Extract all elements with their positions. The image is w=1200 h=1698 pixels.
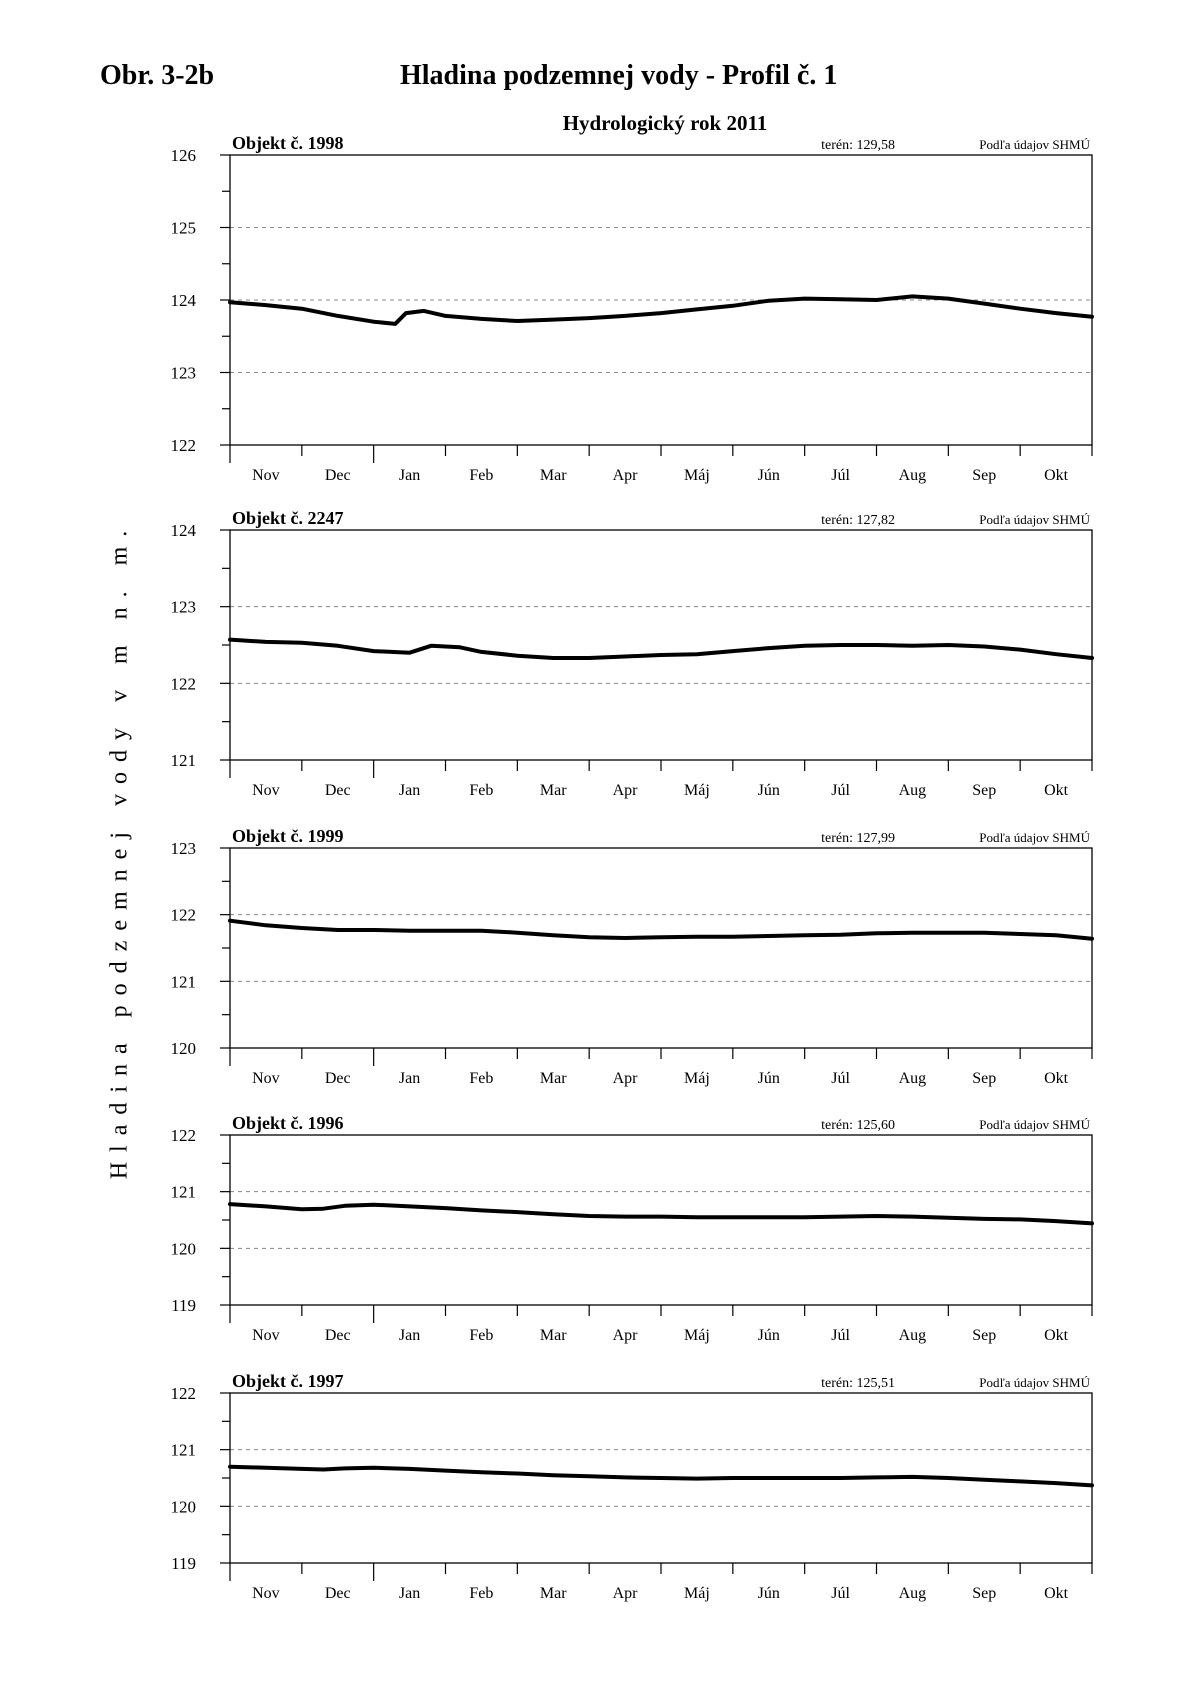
x-tick-label: Jan xyxy=(398,467,421,484)
x-tick-label: Jan xyxy=(398,1585,421,1602)
x-tick-label: Jan xyxy=(398,1327,421,1344)
series-line xyxy=(230,1467,1092,1486)
x-tick-label: Mar xyxy=(539,1327,567,1344)
x-tick-label: Sep xyxy=(972,1327,997,1344)
x-tick-label: Sep xyxy=(972,1585,997,1602)
panel-4 xyxy=(171,1113,1093,1344)
x-tick-label: Jún xyxy=(757,782,780,799)
panel-title: Objekt č. 1997 xyxy=(232,1371,344,1391)
x-tick-label: Mar xyxy=(539,782,567,799)
y-tick-label: 124 xyxy=(170,291,196,310)
x-tick-label: Apr xyxy=(612,782,638,799)
y-tick-label: 121 xyxy=(170,751,196,770)
x-tick-label: Júl xyxy=(831,1585,850,1602)
y-tick-label: 124 xyxy=(170,521,196,540)
series-line xyxy=(230,640,1092,658)
x-tick-label: Okt xyxy=(1044,1327,1069,1344)
x-tick-label: Sep xyxy=(972,467,997,484)
x-tick-label: Sep xyxy=(972,1070,997,1087)
x-tick-label: Jún xyxy=(757,467,780,484)
x-tick-label: Máj xyxy=(684,467,710,484)
figure-label: Obr. 3-2b xyxy=(100,60,215,91)
y-tick-label: 120 xyxy=(170,1239,196,1259)
y-tick-label: 122 xyxy=(170,436,196,455)
x-tick-label: Mar xyxy=(539,1070,567,1087)
y-tick-label: 121 xyxy=(170,1440,196,1460)
x-tick-label: Júl xyxy=(831,1070,850,1087)
x-tick-label: Okt xyxy=(1044,1070,1069,1087)
y-tick-label: 121 xyxy=(170,1182,196,1202)
source-label: Podľa údajov SHMÚ xyxy=(979,830,1090,845)
figure-subtitle: Hydrologický rok 2011 xyxy=(562,111,768,135)
x-tick-label: Aug xyxy=(898,467,927,484)
panel-title: Objekt č. 1998 xyxy=(232,133,344,153)
y-tick-label: 122 xyxy=(170,1126,196,1145)
y-tick-label: 123 xyxy=(170,839,196,858)
y-tick-label: 123 xyxy=(170,597,196,617)
x-tick-label: Jan xyxy=(398,1070,421,1087)
y-tick-label: 122 xyxy=(170,674,196,694)
series-line xyxy=(230,296,1092,324)
x-tick-label: Nov xyxy=(252,1585,280,1602)
x-tick-label: Sep xyxy=(972,782,997,799)
y-tick-label: 120 xyxy=(170,1039,196,1058)
x-tick-label: Apr xyxy=(612,467,638,484)
x-tick-label: Aug xyxy=(898,1327,927,1344)
x-tick-label: Nov xyxy=(252,1327,280,1344)
x-tick-label: Dec xyxy=(324,1585,351,1602)
terrain-label: terén: 125,60 xyxy=(821,1118,895,1133)
panel-5 xyxy=(171,1371,1093,1602)
figure-title: Hladina podzemnej vody - Profil č. 1 xyxy=(400,60,838,91)
x-tick-label: Mar xyxy=(539,1585,567,1602)
panel-title: Objekt č. 1999 xyxy=(232,826,344,846)
y-tick-label: 122 xyxy=(170,905,196,925)
x-tick-label: Jún xyxy=(757,1070,780,1087)
x-tick-label: Jan xyxy=(398,782,421,799)
x-tick-label: Dec xyxy=(324,782,351,799)
y-tick-label: 120 xyxy=(170,1497,196,1517)
x-tick-label: Aug xyxy=(898,782,927,799)
x-tick-label: Feb xyxy=(469,1070,494,1087)
x-tick-label: Máj xyxy=(684,1585,710,1602)
panel-title: Objekt č. 1996 xyxy=(232,1113,344,1133)
y-tick-label: 119 xyxy=(171,1296,196,1315)
x-tick-label: Mar xyxy=(539,467,567,484)
y-tick-label: 123 xyxy=(170,363,196,383)
x-tick-label: Aug xyxy=(898,1070,927,1087)
terrain-label: terén: 129,58 xyxy=(821,138,895,153)
x-tick-label: Dec xyxy=(324,1070,351,1087)
x-tick-label: Apr xyxy=(612,1070,638,1087)
x-tick-label: Júl xyxy=(831,1327,850,1344)
source-label: Podľa údajov SHMÚ xyxy=(979,1375,1090,1390)
x-tick-label: Jún xyxy=(757,1327,780,1344)
series-line xyxy=(230,1204,1092,1223)
x-tick-label: Feb xyxy=(469,782,494,799)
terrain-label: terén: 127,99 xyxy=(821,831,895,846)
x-tick-label: Nov xyxy=(252,782,280,799)
x-tick-label: Máj xyxy=(684,1070,710,1087)
x-tick-label: Máj xyxy=(684,1327,710,1344)
x-tick-label: Aug xyxy=(898,1585,927,1602)
panel-3 xyxy=(171,826,1093,1087)
y-axis-label: Hladina podzemnej vody v m n. m. xyxy=(106,520,133,1180)
panel-title: Objekt č. 2247 xyxy=(232,508,344,528)
panel-1 xyxy=(171,133,1093,484)
x-tick-label: Júl xyxy=(831,467,850,484)
terrain-label: terén: 127,82 xyxy=(821,513,895,528)
source-label: Podľa údajov SHMÚ xyxy=(979,137,1090,152)
panel-2 xyxy=(171,508,1093,799)
y-tick-label: 119 xyxy=(171,1554,196,1573)
x-tick-label: Feb xyxy=(469,1585,494,1602)
x-tick-label: Okt xyxy=(1044,1585,1069,1602)
y-tick-label: 122 xyxy=(170,1384,196,1403)
series-line xyxy=(230,921,1092,939)
x-tick-label: Feb xyxy=(469,1327,494,1344)
terrain-label: terén: 125,51 xyxy=(821,1376,895,1391)
source-label: Podľa údajov SHMÚ xyxy=(979,1117,1090,1132)
source-label: Podľa údajov SHMÚ xyxy=(979,512,1090,527)
y-tick-label: 125 xyxy=(170,218,196,238)
x-tick-label: Okt xyxy=(1044,467,1069,484)
y-tick-label: 121 xyxy=(170,972,196,992)
x-tick-label: Máj xyxy=(684,782,710,799)
x-tick-label: Dec xyxy=(324,467,351,484)
x-tick-label: Jún xyxy=(757,1585,780,1602)
y-tick-label: 126 xyxy=(170,146,196,165)
x-tick-label: Feb xyxy=(469,467,494,484)
x-tick-label: Nov xyxy=(252,1070,280,1087)
x-tick-label: Dec xyxy=(324,1327,351,1344)
plot-frame xyxy=(230,848,1092,1048)
x-tick-label: Júl xyxy=(831,782,850,799)
x-tick-label: Okt xyxy=(1044,782,1069,799)
x-tick-label: Nov xyxy=(252,467,280,484)
x-tick-label: Apr xyxy=(612,1327,638,1344)
x-tick-label: Apr xyxy=(612,1585,638,1602)
